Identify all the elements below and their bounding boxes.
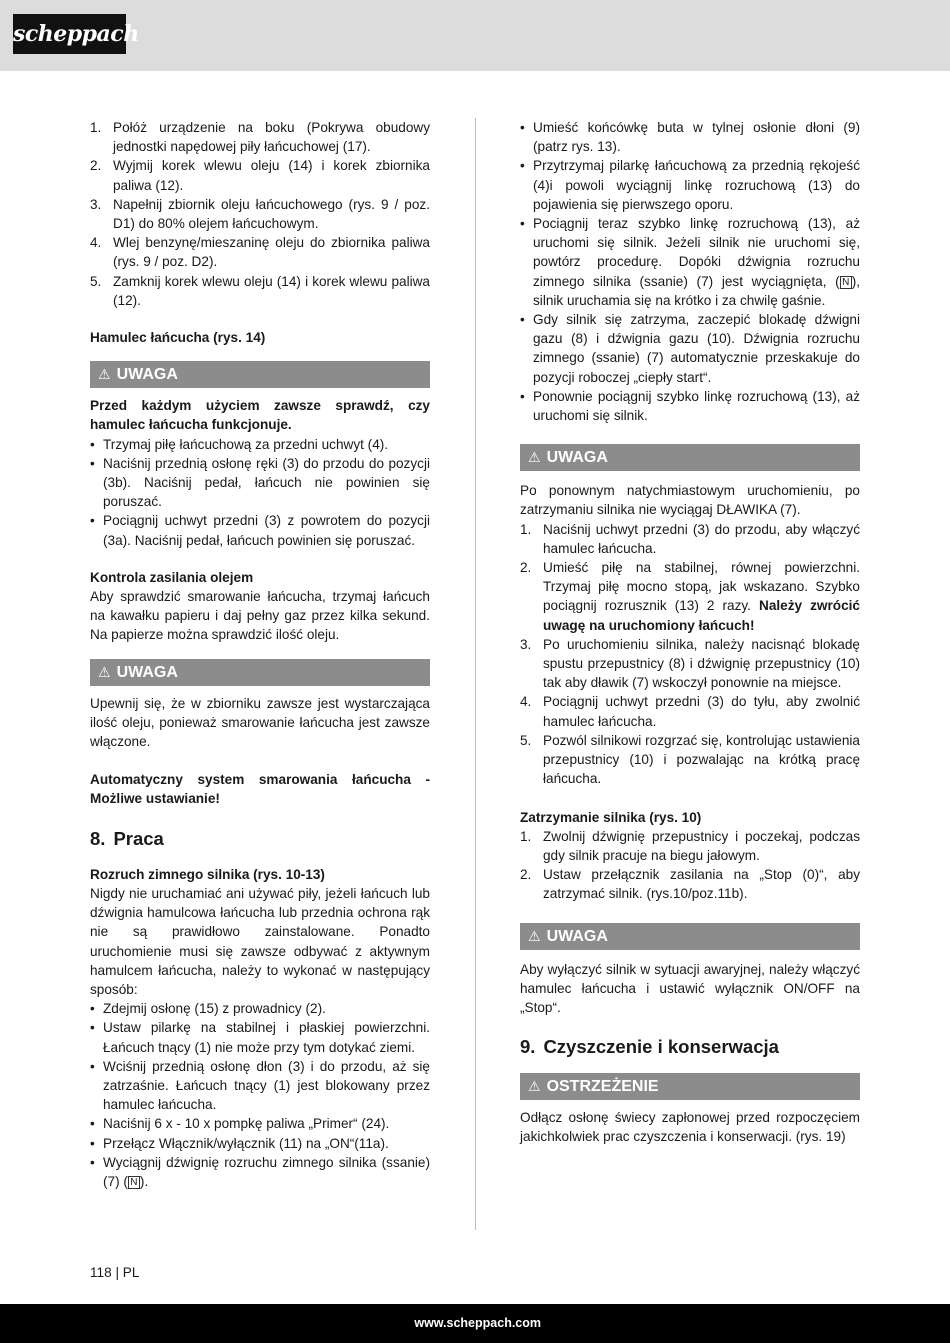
list-item: • Pociągnij teraz szybko linkę rozruchową (13), aż uruchomi się silnik. Jeżeli silnik nie uruchomi się, powtórz procedurę. Dopóki dźwignia rozruchu zimnego silnika (ssanie) (7) jest wyciągnięta, ( N ), silnik uruchamia się na krótko i za chwilę gaśnie. [520,216,860,308]
warning-text: Po ponownym natychmiastowym uruchomieniu, po zatrzymaniu silnika nie wyciągaj DŁAWIKA (7). [520,483,860,518]
stop-steps [520,827,860,904]
list-item: • Naciśnij przednią osłonę ręki (3) do przodu do pozycji (3b). Naciśnij pedał, łańcuch nie powinien się poruszać. [90,455,430,510]
scheppach-logo: scheppach [13,14,126,54]
left-column [90,118,430,1191]
start-bullets [520,118,860,425]
warning-icon: ⚠ [528,1078,541,1095]
list-item: • Przytrzymaj pilarkę łańcuchową za przednią rękojeść (4)i powoli wyciągnij linkę rozruchową (13) do pojawienia się pierwszego oporu. [520,158,860,212]
stop-heading: Zatrzymanie silnika (rys. 10) [520,809,702,825]
column-divider [475,118,476,1230]
oil-heading: Kontrola zasilania olejem [90,569,254,585]
warning-icon: ⚠ [528,449,541,466]
list-item: 5. Zamknij korek wlewu oleju (14) i korek wlewu paliwa (12). [90,273,430,308]
warning-icon: ⚠ [528,927,541,944]
list-item: • Ustaw pilarkę na stabilnej i płaskiej powierzchni. Łańcuch tnący (1) nie może przy tym dotykać ziemi. [90,1020,430,1055]
list-item: • Przełącz Włącznik/wyłącznik (11) na „ON“(11a). [90,1135,389,1151]
warning-text: Odłącz osłonę świecy zapłonowej przed rozpoczęciem jakichkolwiek prac czyszczenia i konserwacji. (rys. 19) [520,1110,860,1145]
right-column [520,118,860,1147]
list-item: 1. Zwolnij dźwignię przepustnicy i poczekaj, podczas gdy silnik pracuje na biegu jałowym. [520,828,860,863]
warning-text: Upewnij się, że w zbiorniku zawsze jest wystarczająca ilość oleju, ponieważ smarowanie łańcucha jest zawsze włączone. [90,695,430,750]
cold-start-text: Nigdy nie uruchamiać ani używać piły, jeżeli łańcuch lub dźwignia hamulcowa łańcucha lub przednia ochrona rąk nie są prawidłowo zainstalowane. Ponadto uruchomienie musi się zawsze odbywać z aktywnym hamulcem łańcucha, należy to wykonać w następujący sposób: [90,885,430,997]
page-footer [0,1304,950,1343]
list-item: 2. Wyjmij korek wlewu oleju (14) i korek zbiornika paliwa (12). [90,158,430,193]
list-item: • Zdejmij osłonę (15) z prowadnicy (2). [90,1001,326,1017]
page-number: 118 | PL [90,1265,140,1280]
cold-start-bullets [90,999,430,1191]
list-item: • Ponownie pociągnij szybko linkę rozruchową (13), aż uruchomi się silnik. [520,388,860,424]
fuel-steps-list [90,118,430,310]
list-item: 4. Wlej benzynę/mieszaninę oleju do zbiornika paliwa (rys. 9 / poz. D2). [90,235,430,270]
list-item: 3. Po uruchomieniu silnika, należy nacisnąć blokadę spustu przepustnicy (8) i dźwignię przepustnicy (10) tak aby dławik (7) wskoczył ponownie na miejsce. [520,636,860,691]
auto-lube-heading: Automatyczny system smarowania łańcucha - Możliwe ustawianie! [90,772,430,807]
website-link[interactable]: www.scheppach.com [414,1316,541,1330]
list-item: • Umieść końcówkę buta w tylnej osłonie dłoni (9) (patrz rys. 13). [520,120,860,155]
warning-banner: ⚠ UWAGA [90,659,430,686]
list-item: 4. Pociągnij uchwyt przedni (3) do tyłu, aby zwolnić hamulec łańcucha. [520,694,860,729]
warning-icon: ⚠ [98,663,111,680]
brake-bullets [90,435,430,550]
warning-text: Aby wyłączyć silnik w sytuacji awaryjnej, należy włączyć hamulec łańcucha i ustawić wyłącznik ON/OFF na „Stop“. [520,961,860,1015]
warning-banner: ⚠ UWAGA [520,923,860,950]
oil-text: Aby sprawdzić smarowanie łańcucha, trzymaj łańcuch na kawałku papieru i daj pełny gaz przez kilka sekund. Na papierze można sprawdzić ilość oleju. [90,589,430,643]
list-item: 3. Napełnij zbiornik oleju łańcuchowego (rys. 9 / poz. D1) do 80% olejem łańcuchowym. [90,196,430,232]
warning-banner: ⚠ OSTRZEŻENIE [520,1073,860,1100]
cold-start-heading: Rozruch zimnego silnika (rys. 10-13) [90,866,325,882]
section-9-title: 9. Czyszczenie i konserwacja [520,1036,779,1058]
choke-icon: N [840,276,852,289]
list-item: • Wciśnij przednią osłonę dłon (3) i do przodu, aż się zatrzaśnie. Łańcuch tnący (1) jest blokowany przez hamulec łańcucha. [90,1058,430,1113]
list-item: 5. Pozwól silnikowi rozgrzać się, kontrolując ustawienia przepustnicy (10) i pozwalając na krótką pracę łańcucha. [520,732,860,787]
list-item: 1. Połóż urządzenie na boku (Pokrywa obudowy jednostki napędowej piły łańcuchowej (17). [90,120,430,155]
warning-banner: ⚠ UWAGA [520,444,860,471]
warning-banner: ⚠ UWAGA [90,361,430,388]
choke-icon: N [128,1176,140,1189]
list-item: • Pociągnij uchwyt przedni (3) z powrotem do pozycji (3a). Naciśnij pedał, łańcuch powinien się poruszać. [90,513,430,548]
brake-heading: Hamulec łańcucha (rys. 14) [90,330,266,346]
list-item: • Naciśnij 6 x - 10 x pompkę paliwa „Primer“ (24). [90,1116,390,1132]
list-item: • Wyciągnij dźwignię rozruchu zimnego silnika (ssanie) (7) ( N ). [90,1154,430,1189]
list-item: 2. Ustaw przełącznik zasilania na „Stop (0)“, aby zatrzymać silnik. (rys.10/poz.11b). [520,867,860,902]
page-header [0,0,950,71]
section-8-title: 8. Praca [90,827,164,849]
restart-steps [520,520,860,789]
brake-intro: Przed każdym użyciem zawsze sprawdź, czy hamulec łańcucha funkcjonuje. [90,398,430,433]
list-item: 2. Umieść piłę na stabilnej, równej powierzchni. Trzymaj piłę mocno stopą, jak wskazano. Szybko pociągnij rozrusznik (13) 2 razy. Należy zwrócić uwagę na uruchomiony łańcuch! [520,560,860,633]
list-item: • Gdy silnik się zatrzyma, zaczepić blokadę dźwigni gazu (8) i dźwignia gazu (10). Dźwignia rozruchu zimnego (ssanie) (7) automatycznie przeskakuje do pozycji roboczej „ciepły start“. [520,312,860,385]
warning-icon: ⚠ [98,366,111,383]
list-item: • Trzymaj piłę łańcuchową za przedni uchwyt (4). [90,436,389,452]
list-item: 1. Naciśnij uchwyt przedni (3) do przodu, aby włączyć hamulec łańcucha. [520,521,860,556]
